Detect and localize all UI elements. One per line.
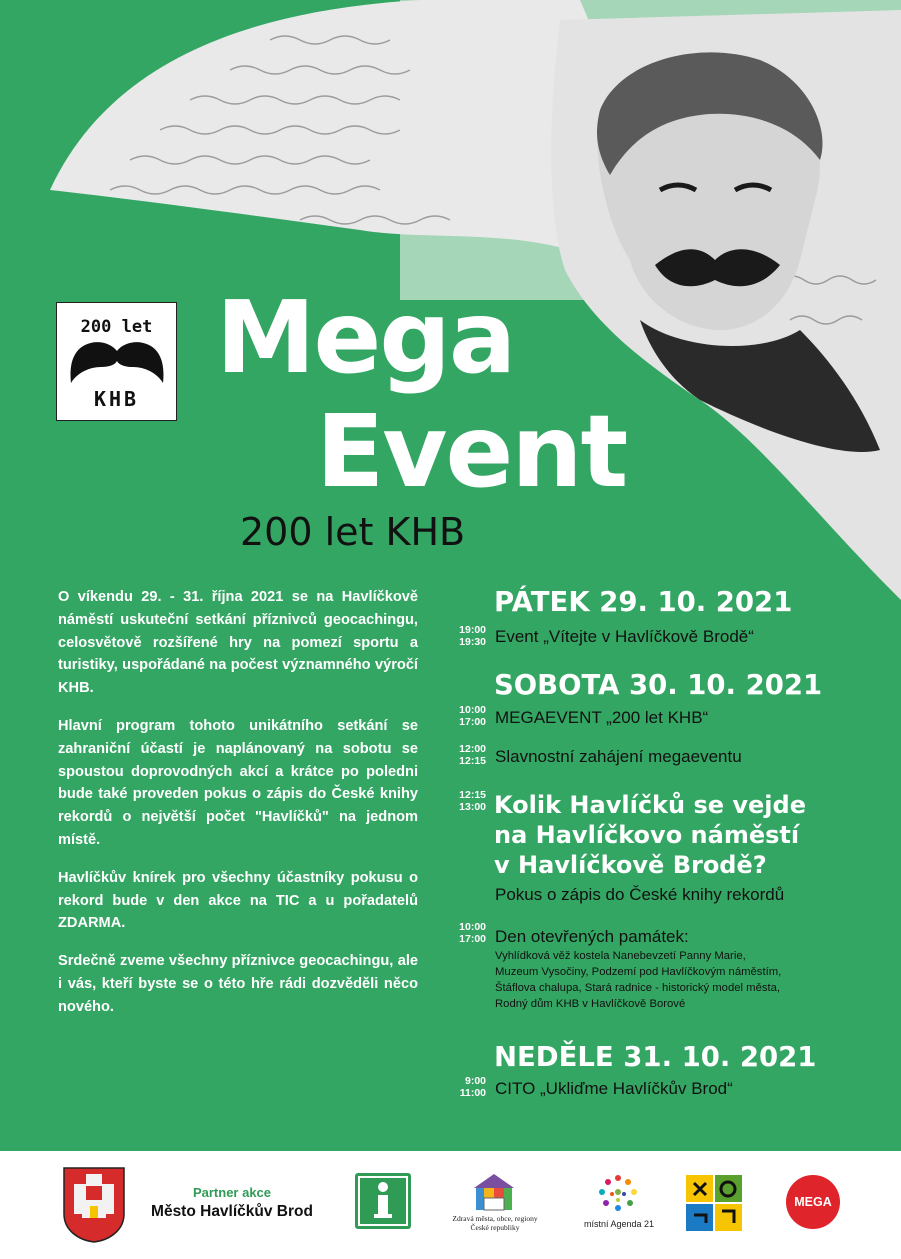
- footer: [0, 1151, 901, 1259]
- title-mega: Mega: [216, 279, 515, 396]
- day-heading-sunday: NEDĚLE 31. 10. 2021: [494, 1041, 817, 1073]
- agenda21-dots-icon: [596, 1172, 640, 1216]
- record-line: na Havlíčkovo náměstí: [494, 821, 800, 849]
- time-start: 12:15: [459, 789, 486, 801]
- event-item: MEGAEVENT „200 let KHB“: [495, 708, 709, 727]
- time-start: 19:00: [459, 624, 486, 636]
- time-end: 17:00: [459, 933, 486, 945]
- time-start: 10:00: [459, 704, 486, 716]
- badge-line2: KHB: [93, 387, 140, 411]
- event-item: Slavnostní zahájení megaeventu: [495, 747, 742, 766]
- geocaching-icon: [686, 1175, 742, 1231]
- time-end: 11:00: [459, 1087, 486, 1099]
- record-line: Kolik Havlíčků se vejde: [494, 791, 806, 819]
- monument-line: Muzeum Vysočiny, Podzemí pod Havlíčkovým náměstím,: [495, 966, 782, 978]
- intro-paragraph: O víkendu 29. - 31. října 2021 se na Havlíčkově náměstí uskuteční setkání příznivců geocachingu, celosvětově rozšířené hry na pomezí sportu a turistiky, uspořádané na počest významného výročí KHB.: [58, 589, 418, 697]
- event-subtext: Pokus o zápis do České knihy rekordů: [495, 885, 785, 904]
- day-heading-saturday: SOBOTA 30. 10. 2021: [494, 669, 823, 701]
- info-icon: [354, 1172, 412, 1230]
- monument-line: Vyhlídková věž kostela Nanebevzetí Panny Marie,: [495, 950, 746, 962]
- healthy-cities-line: Zdravá města, obce, regiony: [452, 1214, 538, 1223]
- event-item: Den otevřených památek:: [495, 927, 689, 946]
- partner-name: Město Havlíčkův Brod: [151, 1203, 313, 1220]
- healthy-cities-icon: [472, 1172, 516, 1212]
- intro-paragraph: Hlavní program tohoto unikátního setkání se zahraniční účastí je naplánovaný na sobotu se spoustou doprovodných akcí a krátce po poledni bude také proveden pokus o zápis do České knihy rekordů o největší počet "Havlíčků" na jednom místě.: [58, 717, 418, 848]
- subtitle: 200 let KHB: [240, 510, 466, 554]
- time-start: 10:00: [459, 921, 486, 933]
- event-item: Event „Vítejte v Havlíčkově Brodě“: [495, 627, 754, 646]
- partner-label: Partner akce: [192, 1185, 272, 1200]
- healthy-cities-caption: [440, 1214, 550, 1232]
- intro-paragraph: Srdečně zveme všechny příznivce geocachingu, ale i vás, kteří byste se o této hře rádi dozvěděli něco nového.: [58, 953, 418, 1015]
- intro-paragraph: Havlíčkův knírek pro všechny účastníky pokusu o rekord bude v den akce na TIC a u pořadatelů ZDARMA.: [58, 869, 418, 932]
- event-item: CITO „Ukliďme Havlíčkův Brod“: [495, 1079, 733, 1098]
- khb-badge: [56, 302, 177, 421]
- agenda21-caption: místní Agenda 21: [583, 1219, 655, 1229]
- time-start: 12:00: [459, 743, 486, 755]
- record-attempt-heading: [494, 790, 806, 880]
- time-end: 17:00: [459, 716, 486, 728]
- time-end: 19:30: [459, 636, 486, 648]
- partner-block: [142, 1185, 322, 1221]
- time-end: 12:15: [459, 755, 486, 767]
- monument-line: Rodný dům KHB v Havlíčkově Borové: [495, 998, 686, 1010]
- monuments-list: [495, 948, 781, 1012]
- title-event: Event: [316, 393, 627, 510]
- mustache-icon: [67, 339, 168, 385]
- mega-badge: MEGA: [786, 1175, 840, 1229]
- time-end: 13:00: [459, 801, 486, 813]
- record-line: v Havlíčkově Brodě?: [494, 851, 767, 879]
- intro-text: [58, 586, 418, 1034]
- healthy-cities-line: České republiky: [470, 1223, 520, 1232]
- monument-line: Štáflova chalupa, Stará radnice - historický model města,: [495, 982, 781, 994]
- time-start: 9:00: [464, 1075, 486, 1087]
- badge-line1: 200 let: [80, 317, 153, 337]
- city-coat-of-arms-icon: [60, 1164, 128, 1244]
- day-heading-friday: PÁTEK 29. 10. 2021: [494, 586, 793, 618]
